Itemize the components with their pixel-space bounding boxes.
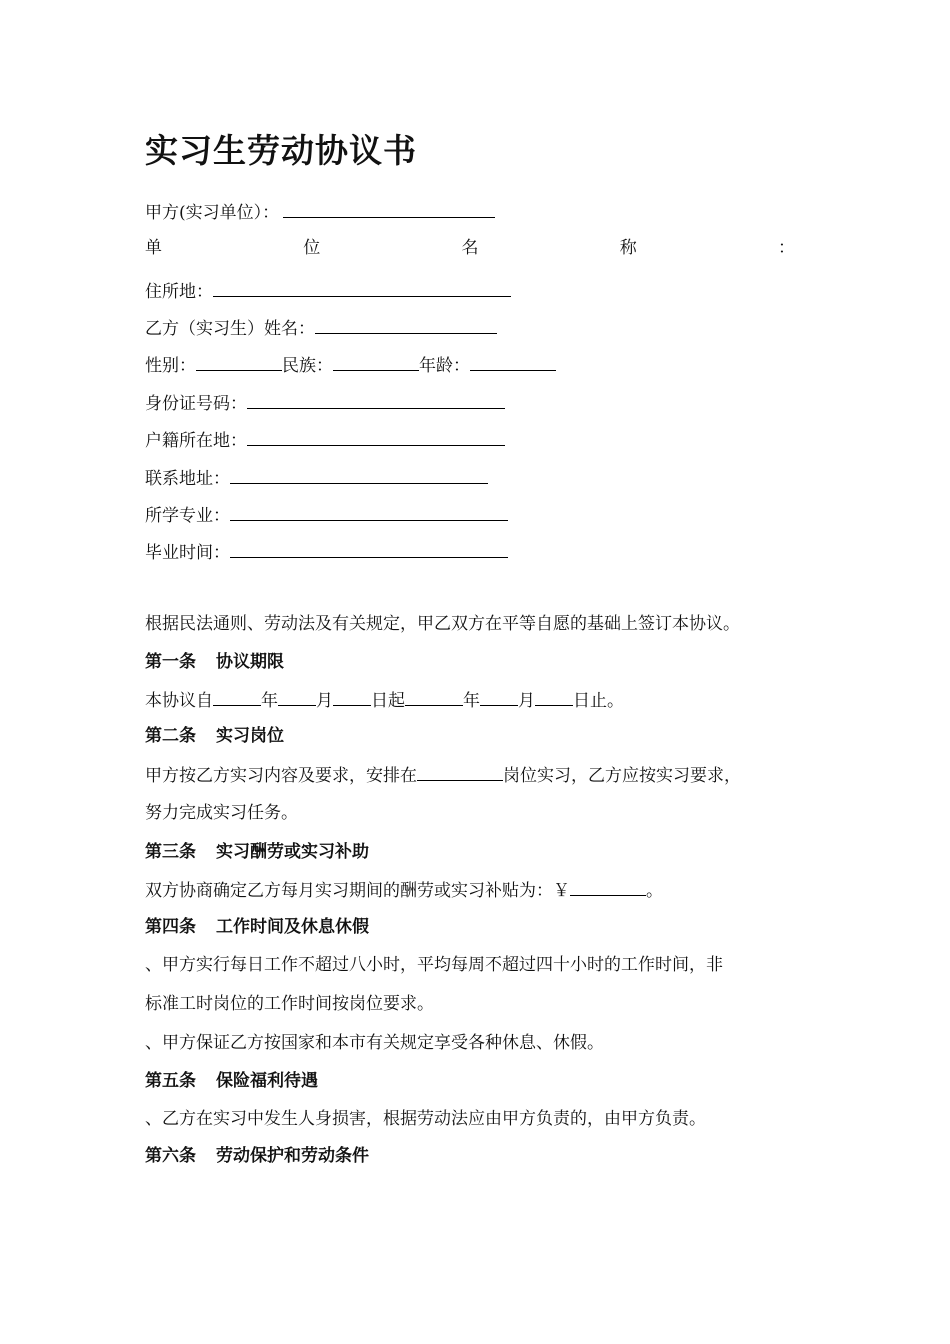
unit-name-char: 名 <box>461 238 479 258</box>
text-segment: 甲方按乙方实习内容及要求，安排在 <box>145 766 417 786</box>
document-title: 实习生劳动协议书 <box>145 131 417 170</box>
article-3-heading <box>145 840 369 864</box>
unit-name-char: 称 <box>619 238 637 258</box>
household-blank <box>247 427 505 446</box>
text-segment: 岗位实习，乙方应按实习要求， <box>503 766 741 786</box>
start-day-blank <box>333 687 371 706</box>
start-year-blank <box>213 687 261 706</box>
ethnicity-label: 民族： <box>282 356 333 376</box>
article-4-heading <box>145 915 369 939</box>
article-title: 保险福利待遇 <box>216 1071 318 1091</box>
month-label: 月 <box>518 691 535 711</box>
year-label: 年 <box>261 691 278 711</box>
contact-row <box>145 465 488 491</box>
graduation-label: 毕业时间： <box>145 543 230 563</box>
article-1-term-line <box>145 687 624 713</box>
ethnicity-blank <box>333 352 419 371</box>
graduation-blank <box>230 539 508 558</box>
article-number: 第二条 <box>145 726 196 746</box>
party-b-label: 乙方（实习生）姓名： <box>145 319 315 339</box>
article-5-line-1: 、乙方在实习中发生人身损害，根据劳动法应由甲方负责的，由甲方负责。 <box>145 1109 706 1129</box>
household-label: 户籍所在地： <box>145 431 247 451</box>
party-b-row <box>145 315 497 341</box>
address-blank <box>213 278 511 297</box>
article-title: 协议期限 <box>216 652 284 672</box>
article-4-line-1: 、甲方实行每日工作不超过八小时，平均每周不超过四十小时的工作时间，非 <box>145 955 723 975</box>
article-number: 第一条 <box>145 652 196 672</box>
start-month-blank <box>278 687 316 706</box>
article-number: 第四条 <box>145 917 196 937</box>
age-blank <box>470 352 556 371</box>
article-title: 工作时间及休息休假 <box>216 917 369 937</box>
id-number-blank <box>247 390 505 409</box>
article-2-line-1 <box>145 762 741 788</box>
end-month-blank <box>480 687 518 706</box>
party-b-blank <box>315 315 497 334</box>
gender-blank <box>196 352 282 371</box>
address-row <box>145 278 511 304</box>
day-from-label: 日起 <box>371 691 405 711</box>
article-title: 实习岗位 <box>216 726 284 746</box>
major-blank <box>230 502 508 521</box>
id-number-label: 身份证号码： <box>145 394 247 414</box>
intro-paragraph: 根据民法通则、劳动法及有关规定，甲乙双方在平等自愿的基础上签订本协议。 <box>145 614 740 634</box>
address-label: 住所地： <box>145 282 213 302</box>
article-4-line-2: 标准工时岗位的工作时间按岗位要求。 <box>145 994 434 1014</box>
allowance-blank <box>570 877 646 896</box>
unit-name-char: ： <box>778 238 795 258</box>
unit-name-char: 单 <box>145 238 162 258</box>
text-segment: 。 <box>646 881 663 901</box>
article-1-heading <box>145 650 284 674</box>
article-number: 第六条 <box>145 1146 196 1166</box>
household-row <box>145 427 505 453</box>
article-4-line-3: 、甲方保证乙方按国家和本市有关规定享受各种休息、休假。 <box>145 1033 604 1053</box>
end-year-blank <box>405 687 463 706</box>
party-a-blank <box>283 199 495 218</box>
article-5-heading <box>145 1069 318 1093</box>
day-to-label: 日止。 <box>573 691 624 711</box>
gender-ethnicity-age-row <box>145 352 556 378</box>
party-a-row <box>145 199 495 225</box>
graduation-row <box>145 539 508 565</box>
party-a-label: 甲方(实习单位）： <box>145 203 280 223</box>
article-title: 劳动保护和劳动条件 <box>216 1146 369 1166</box>
term-prefix: 本协议自 <box>145 691 213 711</box>
article-2-line-2: 努力完成实习任务。 <box>145 803 298 823</box>
year-label: 年 <box>463 691 480 711</box>
contact-label: 联系地址： <box>145 469 230 489</box>
article-6-heading <box>145 1144 369 1168</box>
article-number: 第三条 <box>145 842 196 862</box>
text-segment: 双方协商确定乙方每月实习期间的酬劳或实习补贴为：￥ <box>145 881 570 901</box>
major-label: 所学专业： <box>145 506 230 526</box>
unit-name-char: 位 <box>303 238 321 258</box>
age-label: 年龄： <box>419 356 470 376</box>
month-label: 月 <box>316 691 333 711</box>
unit-name-row <box>145 236 795 260</box>
gender-label: 性别： <box>145 356 196 376</box>
article-3-line-1 <box>145 877 663 903</box>
article-title: 实习酬劳或实习补助 <box>216 842 369 862</box>
end-day-blank <box>535 687 573 706</box>
article-number: 第五条 <box>145 1071 196 1091</box>
position-blank <box>417 762 503 781</box>
contact-blank <box>230 465 488 484</box>
major-row <box>145 502 508 528</box>
article-2-heading <box>145 724 284 748</box>
id-number-row <box>145 390 505 416</box>
